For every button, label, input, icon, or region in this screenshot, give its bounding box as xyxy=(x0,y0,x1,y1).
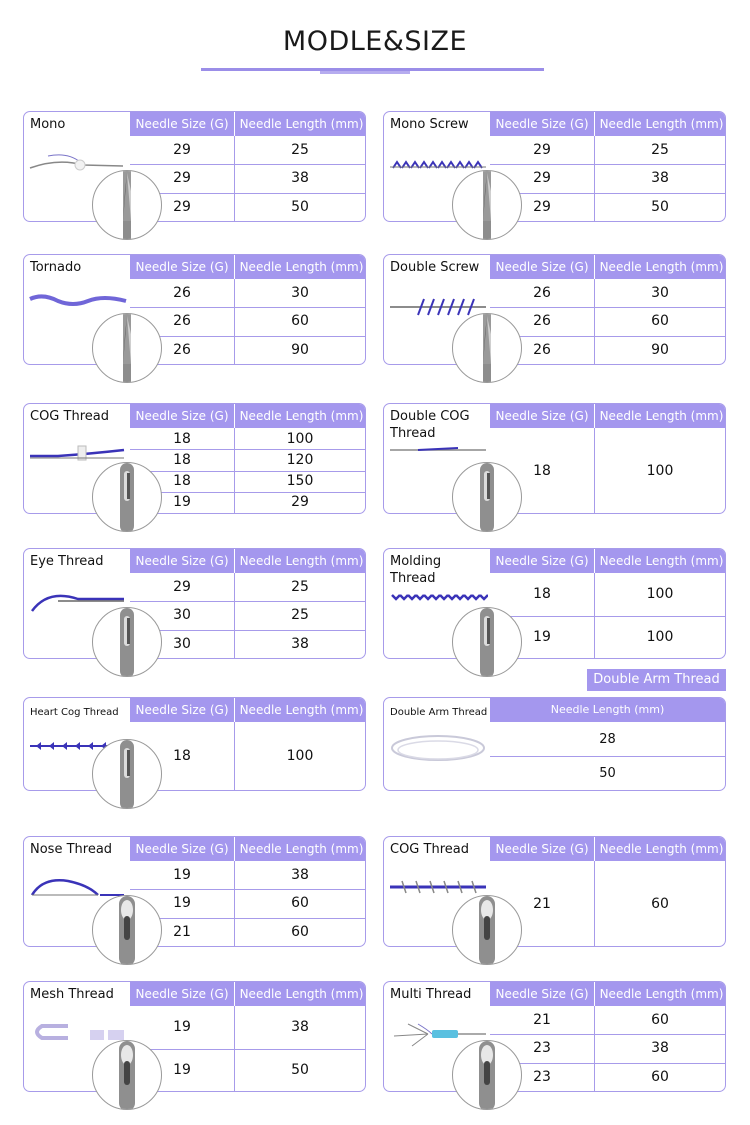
needle-length-cell: 100 xyxy=(646,628,674,645)
product-name: Mono Screw xyxy=(390,117,469,132)
table-row xyxy=(130,279,365,308)
needle-size-cell: 19 xyxy=(130,861,235,889)
needle-length-cell: 100 xyxy=(286,430,314,447)
header-needle-size: Needle Size (G) xyxy=(130,255,234,279)
needle-tip-icon xyxy=(452,1040,522,1110)
table-row xyxy=(490,573,725,617)
needle-length-cell: 25 xyxy=(291,142,309,159)
table-row xyxy=(490,1063,725,1091)
product-card xyxy=(23,836,366,947)
table-row xyxy=(130,449,365,471)
product-card xyxy=(23,981,366,1092)
header-needle-length: Needle Length (mm) xyxy=(235,404,366,428)
table-row xyxy=(130,336,365,364)
table-row xyxy=(490,336,725,364)
table-row xyxy=(130,861,365,890)
header-needle-size: Needle Size (G) xyxy=(130,549,234,573)
product-card xyxy=(23,254,366,365)
needle-tip-icon xyxy=(452,607,522,677)
header-needle-length: Needle Length (mm) xyxy=(235,837,366,861)
needle-length-cell: 38 xyxy=(291,170,309,187)
table-row xyxy=(130,630,365,658)
needle-length-cell: 60 xyxy=(291,923,309,940)
header-needle-length: Needle Length (mm) xyxy=(235,698,366,722)
header-needle-length: Needle Length (mm) xyxy=(595,837,726,861)
product-name: COG Thread xyxy=(30,409,109,424)
needle-size-cell: 21 xyxy=(490,1006,595,1034)
needle-length-cell: 100 xyxy=(646,586,674,603)
table-row xyxy=(130,573,365,602)
needle-length-cell: 38 xyxy=(651,1040,669,1057)
header-needle-length: Needle Length (mm) xyxy=(235,255,366,279)
header-needle-length: Needle Length (mm) xyxy=(235,549,366,573)
needle-size-cell: 19 xyxy=(490,616,595,659)
needle-tip-icon xyxy=(452,313,522,383)
needle-size-cell: 29 xyxy=(130,164,235,192)
table-row xyxy=(130,1049,365,1092)
needle-size-cell: 30 xyxy=(130,601,235,629)
needle-tip-icon xyxy=(92,895,162,965)
needle-size-cell: 18 xyxy=(130,471,235,492)
needle-length-cell: 29 xyxy=(291,494,309,511)
needle-tip-icon xyxy=(452,462,522,532)
table-row xyxy=(490,756,725,790)
needle-length-cell: 38 xyxy=(651,170,669,187)
needle-tip-icon xyxy=(452,170,522,240)
needle-size-cell: 26 xyxy=(490,279,595,307)
needle-length-cell: 60 xyxy=(651,1068,669,1085)
needle-length-cell: 25 xyxy=(651,142,669,159)
header-needle-size: Needle Size (G) xyxy=(490,549,594,573)
needle-length-cell: 50 xyxy=(291,198,309,215)
needle-size-cell: 29 xyxy=(130,193,235,221)
needle-size-cell: 29 xyxy=(130,573,235,601)
product-name: Nose Thread xyxy=(30,842,113,857)
needle-tip-icon xyxy=(92,607,162,677)
product-card xyxy=(23,111,366,222)
needle-length-cell: 90 xyxy=(651,341,669,358)
header-needle-size: Needle Size (G) xyxy=(490,982,594,1006)
table-row xyxy=(130,136,365,165)
table-row xyxy=(130,492,365,513)
table-row xyxy=(490,193,725,221)
needle-size-cell: 18 xyxy=(130,449,235,470)
product-card xyxy=(23,403,366,514)
table-row xyxy=(130,428,365,450)
needle-size-cell: 23 xyxy=(490,1063,595,1091)
needle-tip-icon xyxy=(92,462,162,532)
header-needle-length: Needle Length (mm) xyxy=(595,549,726,573)
product-name: Molding Thread xyxy=(390,554,442,586)
needle-tip-icon xyxy=(92,739,162,809)
product-card xyxy=(383,254,726,365)
header-needle-size: Needle Size (G) xyxy=(130,982,234,1006)
table-row xyxy=(490,722,725,757)
header-needle-size: Needle Size (G) xyxy=(490,837,594,861)
table-row xyxy=(490,1034,725,1063)
header-needle-size: Needle Size (G) xyxy=(490,112,594,136)
product-card xyxy=(23,548,366,659)
needle-length-cell: 50 xyxy=(599,765,616,781)
header-needle-length: Needle Length (mm) xyxy=(235,982,366,1006)
header-needle-size: Needle Size (G) xyxy=(130,698,234,722)
table-row xyxy=(490,164,725,193)
product-card xyxy=(383,981,726,1092)
needle-size-cell: 29 xyxy=(130,136,235,164)
needle-length-cell: 100 xyxy=(286,748,314,764)
header-needle-length: Needle Length (mm) xyxy=(595,404,726,428)
header-needle-length: Needle Length (mm) xyxy=(235,112,366,136)
header-needle-length: Needle Length (mm) xyxy=(595,112,726,136)
header-needle-size: Needle Size (G) xyxy=(130,404,234,428)
needle-size-cell: 18 xyxy=(130,428,235,449)
needle-size-cell: 23 xyxy=(490,1034,595,1062)
table-row xyxy=(130,889,365,918)
needle-size-cell: 26 xyxy=(490,336,595,364)
needle-length-cell: 60 xyxy=(291,895,309,912)
needle-tip-icon xyxy=(92,170,162,240)
header-needle-length: Needle Length (mm) xyxy=(595,982,726,1006)
table-row xyxy=(130,918,365,946)
needle-size-cell: 18 xyxy=(490,573,595,616)
header-needle-length: Needle Length (mm) xyxy=(595,255,726,279)
needle-length-cell: 50 xyxy=(651,198,669,215)
product-name: Double COG Thread xyxy=(390,409,470,441)
product-card xyxy=(383,111,726,222)
product-name: Eye Thread xyxy=(30,554,104,569)
product-card xyxy=(383,697,726,791)
header-needle-length: Needle Length (mm) xyxy=(490,698,725,722)
product-name: Heart Cog Thread xyxy=(30,707,119,718)
needle-size-cell: 19 xyxy=(130,1049,235,1092)
double-arm-banner: Double Arm Thread xyxy=(587,669,726,691)
product-card xyxy=(383,548,726,659)
needle-length-cell: 28 xyxy=(599,731,616,747)
table-row xyxy=(490,307,725,336)
table-row xyxy=(130,193,365,221)
product-card xyxy=(383,403,726,514)
table-row xyxy=(490,616,725,659)
product-name: Double Screw xyxy=(390,260,480,275)
needle-size-cell: 29 xyxy=(490,164,595,192)
needle-length-cell: 60 xyxy=(651,313,669,330)
needle-size-cell: 29 xyxy=(490,136,595,164)
product-name: Tornado xyxy=(30,260,82,275)
needle-length-cell: 25 xyxy=(291,579,309,596)
needle-size-cell: 26 xyxy=(130,279,235,307)
table-row xyxy=(130,471,365,493)
table-row xyxy=(130,601,365,630)
table-row xyxy=(130,164,365,193)
thread-illustration xyxy=(28,291,128,315)
product-name: Double Arm Thread xyxy=(390,707,488,718)
needle-length-cell: 38 xyxy=(291,635,309,652)
table-row xyxy=(130,1006,365,1050)
needle-length-cell: 30 xyxy=(291,285,309,302)
header-needle-size: Needle Size (G) xyxy=(490,255,594,279)
header-needle-size: Needle Size (G) xyxy=(130,837,234,861)
needle-size-cell: 26 xyxy=(130,307,235,335)
table-row xyxy=(490,136,725,165)
needle-size-cell: 26 xyxy=(130,336,235,364)
needle-size-cell: 21 xyxy=(130,918,235,946)
needle-length-cell: 60 xyxy=(651,1012,669,1029)
needle-size-cell: 19 xyxy=(130,889,235,917)
product-name: Mesh Thread xyxy=(30,987,114,1002)
table-row xyxy=(490,428,725,513)
product-name: COG Thread xyxy=(390,842,469,857)
needle-length-cell: 150 xyxy=(286,473,314,490)
thread-illustration xyxy=(388,728,488,772)
needle-size-cell: 29 xyxy=(490,193,595,221)
needle-length-cell: 38 xyxy=(291,867,309,884)
needle-size-cell: 19 xyxy=(130,1006,235,1049)
product-name: Multi Thread xyxy=(390,987,472,1002)
needle-size-cell: 18 xyxy=(490,428,595,513)
header-needle-size: Needle Size (G) xyxy=(490,404,594,428)
needle-length-cell: 60 xyxy=(291,313,309,330)
product-card xyxy=(23,697,366,791)
needle-length-cell: 60 xyxy=(651,895,669,912)
product-name: Mono xyxy=(30,117,66,132)
needle-size-cell: 18 xyxy=(130,722,235,790)
needle-size-cell: 19 xyxy=(130,492,235,513)
needle-size-cell: 26 xyxy=(490,307,595,335)
table-row xyxy=(490,1006,725,1035)
needle-length-cell: 100 xyxy=(646,462,674,479)
needle-tip-icon xyxy=(92,1040,162,1110)
needle-length-cell: 30 xyxy=(651,285,669,302)
needle-size-cell: 30 xyxy=(130,630,235,658)
table-row xyxy=(490,861,725,946)
needle-length-cell: 90 xyxy=(291,341,309,358)
product-card xyxy=(383,836,726,947)
table-row xyxy=(130,722,365,790)
page-title: MODLE&SIZE xyxy=(282,26,468,57)
needle-size-cell: 21 xyxy=(490,861,595,946)
needle-tip-icon xyxy=(92,313,162,383)
thread-illustration xyxy=(388,440,488,464)
needle-length-cell: 120 xyxy=(286,451,314,468)
needle-length-cell: 38 xyxy=(291,1019,309,1036)
table-row xyxy=(130,307,365,336)
table-row xyxy=(490,279,725,308)
needle-tip-icon xyxy=(452,895,522,965)
title-underline-accent xyxy=(320,71,410,74)
needle-length-cell: 25 xyxy=(291,607,309,624)
header-needle-size: Needle Size (G) xyxy=(130,112,234,136)
needle-length-cell: 50 xyxy=(291,1061,309,1078)
